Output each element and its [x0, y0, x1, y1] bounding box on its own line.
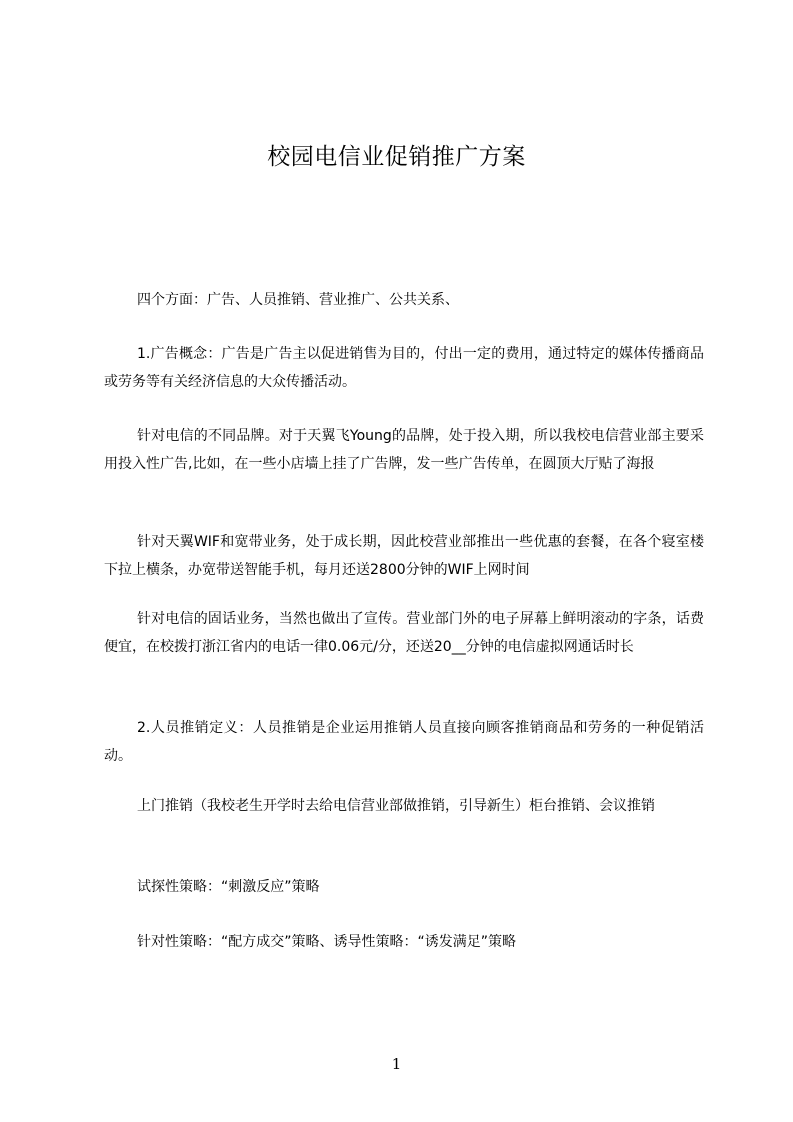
- paragraph-selling-methods: 上门推销（我校老生开学时去给电信营业部做推销，引导新生）柜台推销、会议推销: [137, 798, 655, 814]
- paragraph-overview: 四个方面：广告、人员推销、营业推广、公共关系、: [137, 292, 459, 308]
- paragraph-brand-advertising: 针对电信的不同品牌。对于天翼飞Young的品牌，处于投入期，所以我校电信营业部主要采用投入性广告,比如，在一些小店墙上挂了广告牌，发一些广告传单，在圆顶大厅贴了海报: [104, 428, 704, 472]
- paragraph-landline: 针对电信的固话业务，当然也做出了宣传。营业部门外的电子屏幕上鲜明滚动的字条，话费便宜，在校拨打浙江省内的电话一律0.06元/分，还送20__分钟的电信虚拟网通话时长: [104, 611, 704, 655]
- paragraph-wifi-broadband: 针对天翼WIF和宽带业务，处于成长期，因此校营业部推出一些优惠的套餐，在各个寝室楼下拉上横条，办宽带送智能手机，每月还送2800分钟的WIF上网时间: [104, 534, 704, 578]
- paragraph-targeted-strategy: 针对性策略：“配方成交”策略、诱导性策略：“诱发满足”策略: [137, 934, 517, 950]
- paragraph-advertising-definition: 1.广告概念：广告是广告主以促进销售为目的，付出一定的费用，通过特定的媒体传播商品或劳务等有关经济信息的大众传播活动。: [104, 346, 704, 390]
- paragraph-tentative-strategy: 试探性策略：“刺激反应”策略: [137, 879, 320, 895]
- document-title: 校园电信业促销推广方案: [267, 144, 526, 170]
- paragraph-personal-selling-definition: 2.人员推销定义：人员推销是企业运用推销人员直接向顾客推销商品和劳务的一种促销活动。: [104, 720, 704, 764]
- page-number: 1: [391, 1055, 402, 1073]
